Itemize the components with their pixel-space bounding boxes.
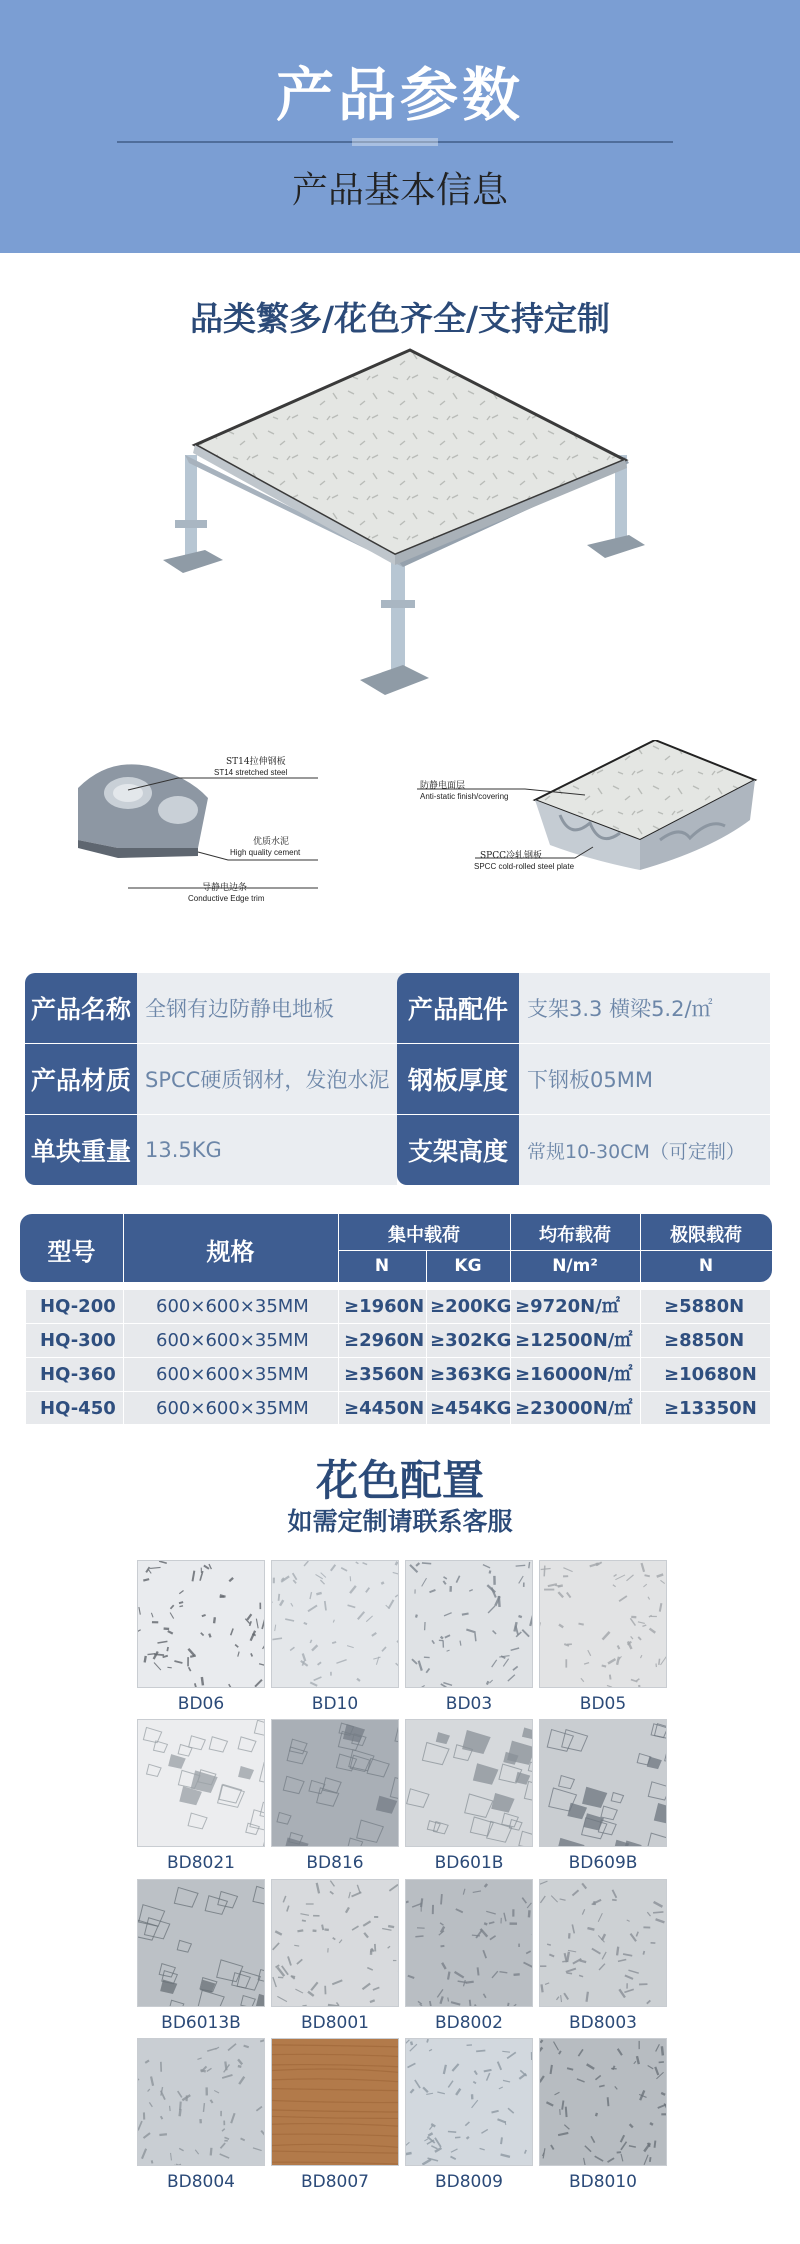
caption-edge-trim-en: Conductive Edge trim xyxy=(188,894,265,903)
caption-cement-en: High quality cement xyxy=(230,848,301,857)
color-swatch-label: BD8009 xyxy=(434,2172,504,2192)
spec-unit-n: N xyxy=(374,1256,390,1276)
color-swatch-label: BD06 xyxy=(177,1694,225,1714)
info-label-height: 支架高度 xyxy=(397,1115,519,1185)
caption-finish-cn: 防静电面层 xyxy=(420,781,466,791)
spec-unit-nm2: N/m² xyxy=(552,1256,598,1276)
spec-model: HQ-300 xyxy=(40,1330,116,1351)
color-swatch xyxy=(271,2038,399,2166)
caption-leader-lines-left xyxy=(118,770,318,900)
color-swatch xyxy=(405,2038,533,2166)
color-config-subtitle: 如需定制请联系客服 xyxy=(287,1507,513,1536)
spec-model: HQ-360 xyxy=(40,1364,116,1385)
spec-header-model: 型号 xyxy=(47,1238,96,1266)
info-value-name: 全钢有边防静电地板 xyxy=(137,973,423,1043)
header-banner xyxy=(0,0,800,253)
floor-panel-illustration xyxy=(145,345,655,715)
color-swatch xyxy=(271,1560,399,1688)
color-swatch-label: BD601B xyxy=(434,1853,504,1873)
info-label-thickness: 钢板厚度 xyxy=(397,1044,519,1114)
spec-table-header xyxy=(20,1214,772,1282)
table-row xyxy=(26,1358,770,1391)
color-swatch-label: BD6013B xyxy=(161,2013,241,2033)
spec-limit: ≥5880N xyxy=(664,1296,745,1317)
spec-header-uniform: 均布载荷 xyxy=(539,1225,611,1246)
color-swatch xyxy=(405,1560,533,1688)
spec-unit-kg: KG xyxy=(454,1256,482,1276)
color-swatch xyxy=(137,1560,265,1688)
slogan: 品类繁多/花色齐全/支持定制 xyxy=(189,299,611,338)
color-swatch-label: BD816 xyxy=(306,1853,364,1873)
spec-header-concentrated: 集中载荷 xyxy=(388,1225,460,1246)
color-swatch xyxy=(137,1879,265,2007)
color-swatch-label: BD03 xyxy=(445,1694,493,1714)
caption-st14-en: ST14 stretched steel xyxy=(214,768,288,777)
spec-uniform: ≥23000N/㎡ xyxy=(515,1398,633,1419)
caption-st14-cn: ST14拉伸钢板 xyxy=(226,757,286,767)
spec-size: 600×600×35MM xyxy=(156,1364,309,1385)
color-config-title: 花色配置 xyxy=(315,1456,484,1505)
spec-header-divider xyxy=(338,1250,772,1251)
spec-size: 600×600×35MM xyxy=(156,1330,309,1351)
spec-unit-n-limit: N xyxy=(698,1256,714,1276)
color-swatch-label: BD05 xyxy=(579,1694,627,1714)
caption-edge-trim-cn: 导静电边条 xyxy=(202,883,248,893)
color-swatch xyxy=(137,1719,265,1847)
spec-limit: ≥13350N xyxy=(664,1398,757,1419)
color-swatch xyxy=(405,1719,533,1847)
color-swatch-label: BD8007 xyxy=(300,2172,370,2192)
info-value-weight: 13.5KG xyxy=(137,1115,397,1185)
spec-concentrated-kg: ≥200KG xyxy=(430,1296,512,1317)
spec-uniform: ≥12500N/㎡ xyxy=(515,1330,633,1351)
table-row xyxy=(26,1290,770,1323)
info-value-accessories: 支架3.3 横梁5.2/㎡ xyxy=(519,973,770,1043)
color-swatch xyxy=(271,1719,399,1847)
color-swatch-label: BD8002 xyxy=(434,2013,504,2033)
color-swatch xyxy=(539,1719,667,1847)
spec-concentrated-n: ≥1960N xyxy=(344,1296,425,1317)
spec-header-limit: 极限载荷 xyxy=(670,1225,742,1246)
caption-spcc-cn: SPCC冷轧钢板 xyxy=(480,851,542,861)
color-swatch xyxy=(539,1879,667,2007)
color-swatch-label: BD10 xyxy=(311,1694,359,1714)
product-info-table xyxy=(25,973,770,1185)
caption-leader-lines-right xyxy=(415,785,595,865)
spec-limit: ≥8850N xyxy=(664,1330,745,1351)
caption-finish-en: Anti-static finish/covering xyxy=(420,792,509,801)
color-swatch-label: BD8001 xyxy=(300,2013,370,2033)
info-label-weight: 单块重量 xyxy=(25,1115,137,1185)
spec-concentrated-kg: ≥454KG xyxy=(430,1398,512,1419)
header-divider-accent xyxy=(352,138,438,146)
spec-limit: ≥10680N xyxy=(664,1364,757,1385)
color-swatch xyxy=(271,1879,399,2007)
page-subtitle: 产品基本信息 xyxy=(291,170,508,211)
spec-size: 600×600×35MM xyxy=(156,1296,309,1317)
spec-table-body xyxy=(26,1290,770,1424)
spec-model: HQ-450 xyxy=(40,1398,116,1419)
color-swatch-label: BD609B xyxy=(568,1853,638,1873)
info-value-material: SPCC硬质钢材，发泡水泥 xyxy=(137,1044,397,1114)
color-swatch-label: BD8010 xyxy=(568,2172,638,2192)
caption-spcc-en: SPCC cold-rolled steel plate xyxy=(474,862,575,871)
spec-concentrated-n: ≥2960N xyxy=(344,1330,425,1351)
spec-concentrated-n: ≥3560N xyxy=(344,1364,425,1385)
spec-header-size: 规格 xyxy=(206,1238,255,1266)
color-swatch xyxy=(539,1560,667,1688)
color-swatch-label: BD8003 xyxy=(568,2013,638,2033)
table-row xyxy=(26,1392,770,1425)
color-swatch xyxy=(405,1879,533,2007)
color-swatch xyxy=(137,2038,265,2166)
spec-uniform: ≥9720N/㎡ xyxy=(515,1296,620,1317)
info-label-material: 产品材质 xyxy=(25,1044,137,1114)
spec-uniform: ≥16000N/㎡ xyxy=(515,1364,633,1385)
info-value-thickness: 下钢板05MM xyxy=(519,1044,770,1114)
info-label-accessories: 产品配件 xyxy=(397,973,519,1043)
spec-concentrated-kg: ≥363KG xyxy=(430,1364,512,1385)
color-swatch-label: BD8004 xyxy=(166,2172,236,2192)
caption-cement-cn: 优质水泥 xyxy=(253,837,290,847)
spec-size: 600×600×35MM xyxy=(156,1398,309,1419)
color-swatch xyxy=(539,2038,667,2166)
table-row xyxy=(26,1324,770,1357)
spec-concentrated-kg: ≥302KG xyxy=(430,1330,512,1351)
spec-concentrated-n: ≥4450N xyxy=(344,1398,425,1419)
color-swatch-label: BD8021 xyxy=(166,1853,236,1873)
spec-model: HQ-200 xyxy=(40,1296,116,1317)
page-title: 产品参数 xyxy=(275,61,524,129)
info-label-name: 产品名称 xyxy=(25,973,137,1043)
info-value-height: 常规10-30CM（可定制） xyxy=(519,1115,770,1185)
